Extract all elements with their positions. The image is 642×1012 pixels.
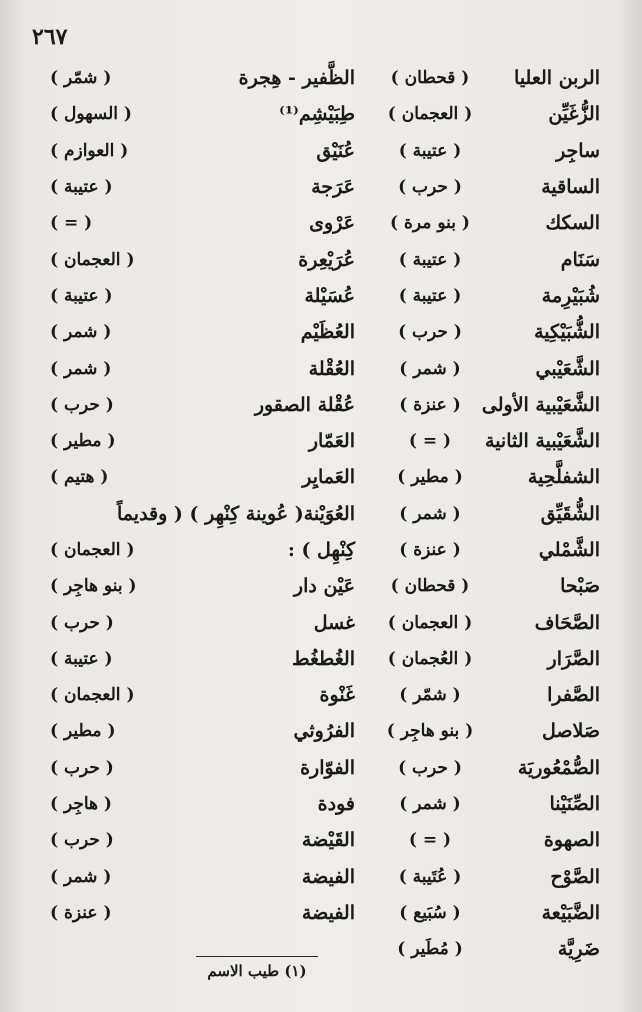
place-name: الصَّرَار <box>547 647 600 670</box>
place-name: الظَّفير - هِجرة <box>238 67 355 90</box>
entry-row <box>50 859 355 895</box>
entry-row <box>372 350 600 386</box>
tribe-name: ( شمر ) <box>399 503 461 524</box>
place-name: ضَرِيَّة <box>557 938 600 961</box>
place-name: عَرَجة <box>311 176 355 199</box>
tribe-name: ( قحطان ) <box>390 576 470 597</box>
place-name: الفيضة <box>301 901 355 924</box>
entry-row <box>372 278 600 314</box>
tribe-name: ( مُطَير ) <box>397 939 463 960</box>
tribe-name: ( عتيبة ) <box>398 249 462 270</box>
entry-row <box>50 604 355 640</box>
place-name: كِنْهِل ) : <box>287 539 355 561</box>
entry-row <box>372 931 600 967</box>
tribe-name: ( العجمان ) <box>50 540 135 560</box>
tribe-name: ( العجمان ) <box>50 249 135 270</box>
place-name: الصَّحَاف <box>534 611 600 634</box>
tribe-name: ( مطير ) <box>397 467 463 488</box>
place-name: عُرَيْعِرة <box>298 248 355 271</box>
tribe-name: ( العجمان ) <box>387 104 473 125</box>
entry-row <box>50 532 355 568</box>
entry-row <box>50 169 355 205</box>
place-name: الصَّفرا <box>547 684 600 707</box>
place-name: صَلاصل <box>542 720 600 743</box>
tribe-name: ( عتيبة ) <box>398 285 462 306</box>
place-name: الشُّبَيْكِية <box>534 321 600 344</box>
tribe-name: ( شمر ) <box>399 358 461 379</box>
place-name: عَيْن دار <box>293 575 355 598</box>
place-name: صَبْحا <box>560 575 600 598</box>
place-name: القَيْضة <box>301 829 355 852</box>
entry-row <box>50 133 355 169</box>
entry-row <box>372 532 600 568</box>
tribe-name: ( حرب ) <box>50 830 114 851</box>
entry-row <box>372 895 600 931</box>
tribe-name: ( قحطان ) <box>390 68 470 89</box>
place-name: الربن العليا <box>514 67 600 90</box>
place-name: العَمّار <box>308 430 355 453</box>
entry-row <box>50 60 355 96</box>
place-name: الغُطغُط <box>291 647 355 670</box>
entry-row <box>50 641 355 677</box>
place-name: عُسَيْلة <box>304 284 355 307</box>
tribe-name: ( العجمان ) <box>387 612 473 633</box>
place-name: الشُّقَيِّق <box>540 502 600 525</box>
entry-row <box>372 423 600 459</box>
tribe-name: ( شمر ) <box>50 322 112 343</box>
entry-row <box>50 314 355 350</box>
tribe-name: ( عنزة ) <box>50 902 112 923</box>
page-number: ٢٦٧ <box>32 24 68 50</box>
place-name: العُظَيْم <box>300 321 355 344</box>
tribe-name: ( عتيبة ) <box>50 648 113 669</box>
place-name: الصَّوْح <box>550 865 600 888</box>
entry-row <box>50 387 355 423</box>
footnote-divider <box>196 956 318 957</box>
entry-row <box>372 496 600 532</box>
place-name: الصهوة <box>543 829 600 852</box>
place-name: طِبَيْشِم⁽¹⁾ <box>279 103 355 126</box>
tribe-name: ( حرب ) <box>50 612 114 633</box>
place-name: الفرُوثي <box>293 720 355 743</box>
place-name: السكك <box>545 212 600 235</box>
entry-row <box>50 786 355 822</box>
entry-row <box>372 568 600 604</box>
place-name: الضَّبَيْعة <box>541 901 600 924</box>
tribe-name: ( مطير ) <box>50 431 116 452</box>
tribe-name: ( = ) <box>408 830 452 851</box>
left-column <box>50 60 355 931</box>
tribe-name: ( عنزة ) <box>399 394 461 415</box>
entry-row <box>372 169 600 205</box>
place-name: عُنَيْق <box>316 139 355 162</box>
place-name: عَرْوى <box>309 212 355 235</box>
place-name: العُوَيْنة( عُوينة كِنْهِر ) ( وقديماً <box>117 502 355 525</box>
entry-row <box>50 677 355 713</box>
tribe-name: ( حرب ) <box>50 394 114 415</box>
place-name: ساجِر <box>556 139 600 162</box>
right-column <box>372 60 600 967</box>
tribe-name: ( هتيم ) <box>50 467 109 488</box>
tribe-name: ( شمر ) <box>50 866 112 887</box>
entry-row <box>372 677 600 713</box>
tribe-name: ( حرب ) <box>398 322 462 343</box>
entry-row <box>372 133 600 169</box>
place-name: الشَّعَيْبية الثانية <box>485 430 600 453</box>
place-name: عُقْلة الصقور <box>254 393 355 416</box>
place-name: الساقية <box>541 176 600 199</box>
tribe-name: ( مطير ) <box>50 721 116 742</box>
tribe-name: ( بنو هاجِر ) <box>50 576 137 597</box>
tribe-name: ( بنو مرة ) <box>390 213 470 234</box>
footnote: (١) طيب الاسم <box>207 962 307 980</box>
tribe-name: ( = ) <box>408 431 452 452</box>
place-name: الشَّعَيْبي <box>535 357 600 380</box>
entry-row <box>50 241 355 277</box>
entry-row <box>372 314 600 350</box>
tribe-name: ( حرب ) <box>50 757 114 778</box>
entry-row <box>50 278 355 314</box>
entry-row <box>50 496 355 532</box>
entry-row <box>372 786 600 822</box>
tribe-name: ( شمّر ) <box>399 685 461 706</box>
tribe-name: ( العجمان ) <box>50 685 135 706</box>
tribe-name: ( = ) <box>50 213 93 234</box>
entry-row <box>50 423 355 459</box>
tribe-name: ( عتيبة ) <box>50 285 113 306</box>
place-name: الشفلَّحِية <box>527 466 600 489</box>
entry-row <box>50 822 355 858</box>
place-name: الشَّعَيْبية الأولى <box>481 393 600 416</box>
tribe-name: ( شمر ) <box>399 794 461 815</box>
entry-row <box>372 713 600 749</box>
tribe-name: ( عُتَيبة ) <box>398 866 462 887</box>
entry-row <box>372 96 600 132</box>
place-name: العَمايِر <box>302 466 355 489</box>
entry-row <box>50 350 355 386</box>
tribe-name: ( العُجمان ) <box>387 648 473 669</box>
entry-row <box>50 895 355 931</box>
place-name: الفيضة <box>301 865 355 888</box>
entry-row <box>372 241 600 277</box>
place-name: الصِّنَيْنا <box>549 793 600 816</box>
entry-row <box>50 205 355 241</box>
place-name: غَنْوة <box>319 684 355 707</box>
tribe-name: ( العوازم ) <box>50 140 129 161</box>
entry-row <box>372 205 600 241</box>
tribe-name: ( هاجِر ) <box>50 794 112 815</box>
tribe-name: ( السهول ) <box>50 104 132 125</box>
tribe-name: ( شمر ) <box>50 358 112 379</box>
entry-row <box>372 641 600 677</box>
entry-row <box>372 750 600 786</box>
tribe-name: ( عتيبة ) <box>398 140 462 161</box>
place-name: الشَّمْلي <box>538 539 600 561</box>
entry-row <box>50 568 355 604</box>
place-name: الفوّارة <box>300 756 355 779</box>
place-name: الزُّغَيِّن <box>548 103 600 126</box>
entry-row <box>372 859 600 895</box>
entry-row <box>50 713 355 749</box>
place-name: العُقْلة <box>308 357 355 380</box>
place-name: شُبَيْرِمة <box>541 284 600 307</box>
entry-row <box>50 459 355 495</box>
place-name: فودة <box>317 793 355 816</box>
place-name: الصُّمْعُوريَة <box>517 756 600 779</box>
tribe-name: ( سُبَيع ) <box>399 902 461 923</box>
tribe-name: ( عنزة ) <box>399 540 461 560</box>
tribe-name: ( بنو هاجِر ) <box>386 721 474 742</box>
place-name: سَنَام <box>560 248 600 271</box>
tribe-name: ( حرب ) <box>398 757 462 778</box>
tribe-name: ( شمّر ) <box>50 68 112 89</box>
entry-row <box>372 387 600 423</box>
entry-row <box>372 822 600 858</box>
tribe-name: ( عتيبة ) <box>50 177 113 198</box>
entry-row <box>50 96 355 132</box>
place-name: غسل <box>313 611 355 634</box>
entry-row <box>372 60 600 96</box>
entry-row <box>50 750 355 786</box>
entry-row <box>372 459 600 495</box>
entry-row <box>372 604 600 640</box>
tribe-name: ( حرب ) <box>398 177 462 198</box>
